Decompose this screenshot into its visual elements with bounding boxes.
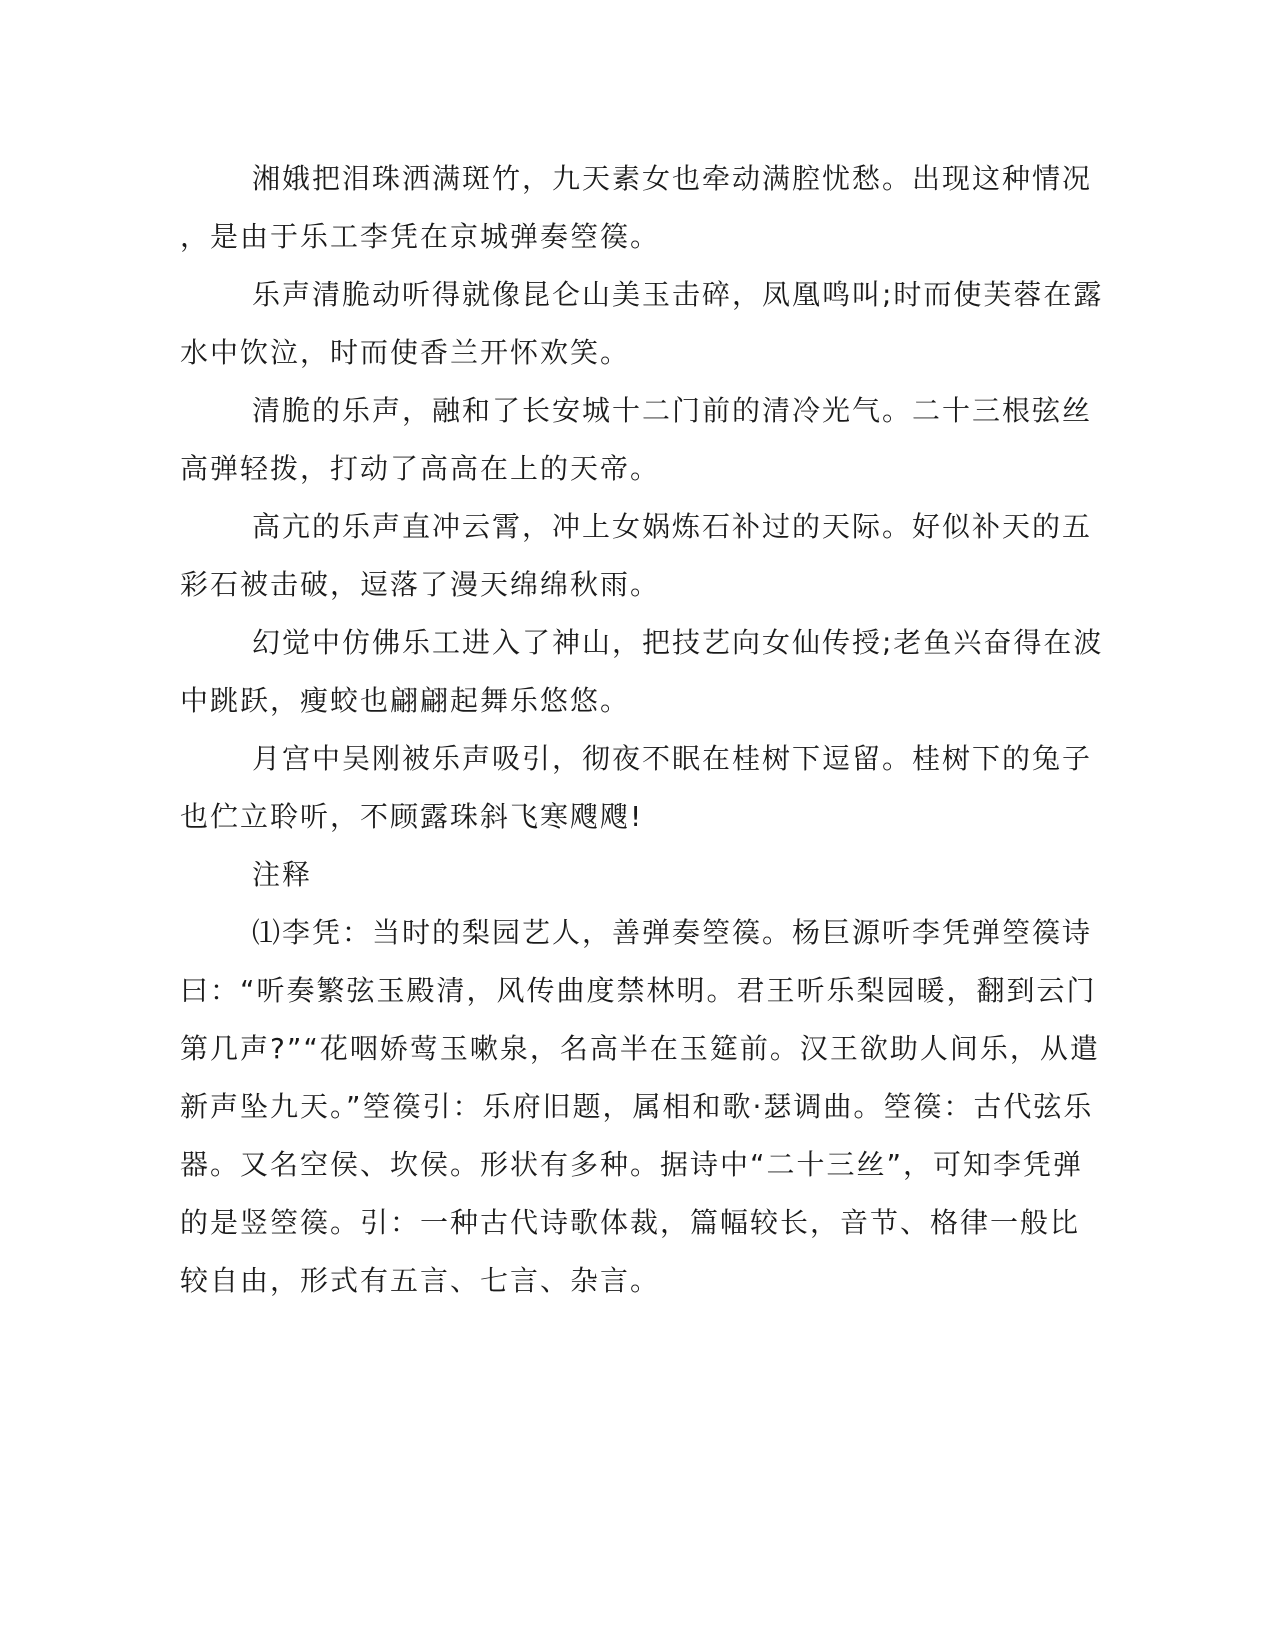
paragraph-5: [180, 614, 1104, 730]
text-line: 也伫立聆听，不顾露珠斜飞寒飕飕!: [180, 800, 644, 833]
document-page: [180, 150, 1104, 1310]
text-line: 高弹轻拨，打动了高高在上的天帝。: [180, 452, 661, 485]
text-line: ⑴李凭：当时的梨园艺人，善弹奏箜篌。杨巨源听李凭弹箜篌诗: [252, 916, 1093, 949]
text-line: 月宫中吴刚被乐声吸引，彻夜不眠在桂树下逗留。桂树下的兔子: [252, 742, 1093, 775]
section-heading: 注释: [252, 858, 313, 891]
text-line: 清脆的乐声，融和了长安城十二门前的清冷光气。二十三根弦丝: [252, 394, 1093, 427]
text-line: 新声坠九天。”箜篌引：乐府旧题，属相和歌·瑟调曲。箜篌：古代弦乐: [180, 1090, 1094, 1123]
text-line: 高亢的乐声直冲云霄，冲上女娲炼石补过的天际。好似补天的五: [252, 510, 1093, 543]
text-line: 较自由，形式有五言、七言、杂言。: [180, 1264, 661, 1297]
text-line: 中跳跃，瘦蛟也翩翩起舞乐悠悠。: [180, 684, 631, 717]
text-line: 乐声清脆动听得就像昆仑山美玉击碎，凤凰鸣叫;时而使芙蓉在露: [252, 278, 1104, 311]
text-line: ，是由于乐工李凭在京城弹奏箜篌。: [180, 220, 661, 253]
paragraph-3: [180, 382, 1093, 498]
text-line: 幻觉中仿佛乐工进入了神山，把技艺向女仙传授;老鱼兴奋得在波: [252, 626, 1104, 659]
paragraph-1: [180, 150, 1093, 266]
text-line: 第几声?”“花咽娇莺玉嗽泉，名高半在玉筵前。汉王欲助人间乐，从遣: [180, 1032, 1100, 1065]
text-line: 的是竖箜篌。引：一种古代诗歌体裁，篇幅较长，音节、格律一般比: [180, 1206, 1081, 1239]
paragraph-4: [180, 498, 1093, 614]
notes-heading: [180, 846, 1040, 904]
paragraph-6: [180, 730, 1093, 846]
text-line: 水中饮泣，时而使香兰开怀欢笑。: [180, 336, 631, 369]
text-line: 曰：“听奏繁弦玉殿清，风传曲度禁林明。君王听乐梨园暖，翻到云门: [180, 974, 1097, 1007]
text-line: 彩石被击破，逗落了漫天绵绵秋雨。: [180, 568, 661, 601]
note-1: [180, 904, 1100, 1310]
text-line: 器。又名空侯、坎侯。形状有多种。据诗中“二十三丝”，可知李凭弹: [180, 1148, 1084, 1181]
text-line: 湘娥把泪珠洒满斑竹，九天素女也牵动满腔忧愁。出现这种情况: [252, 162, 1093, 195]
paragraph-2: [180, 266, 1104, 382]
